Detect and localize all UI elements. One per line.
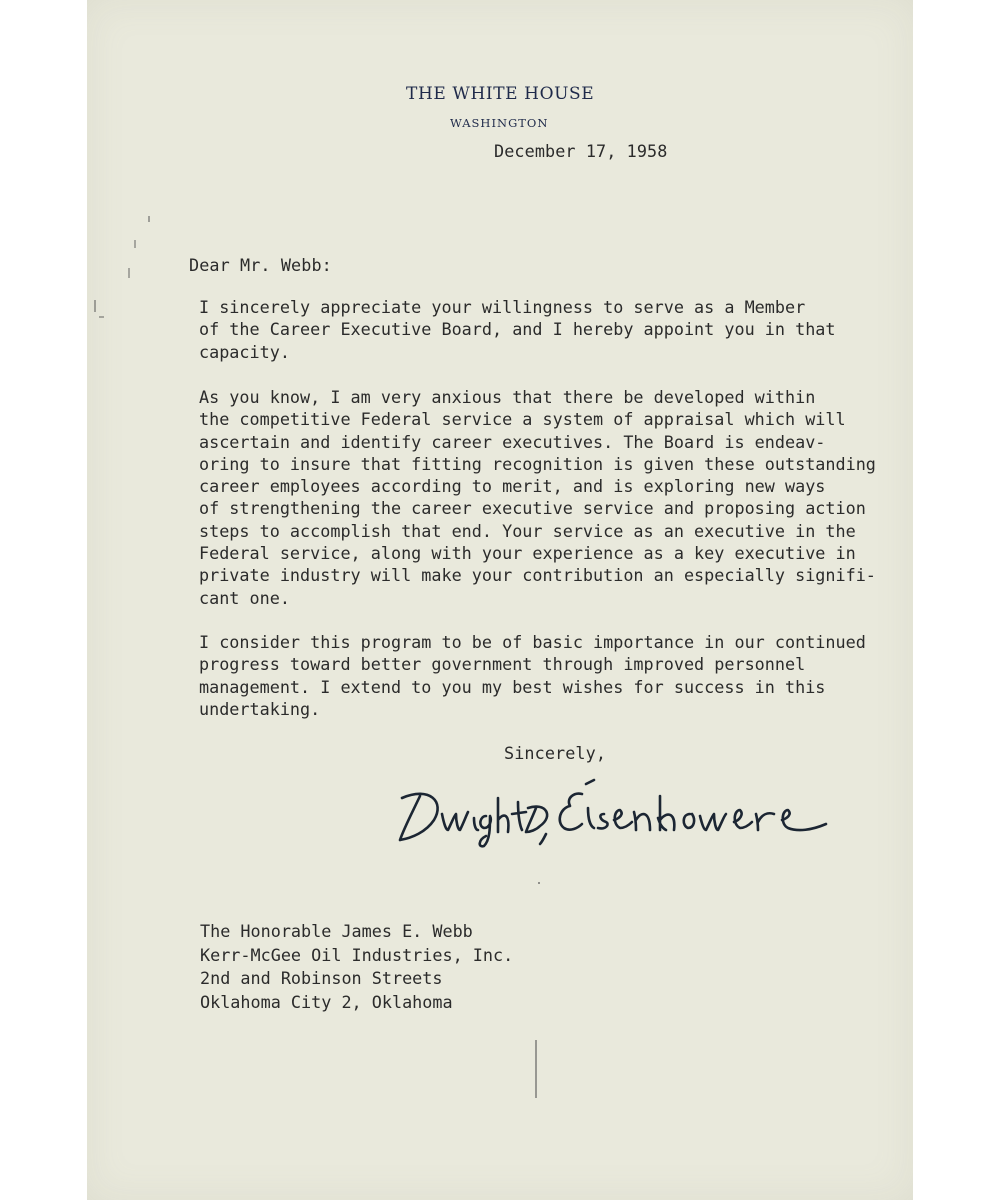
margin-mark (94, 300, 96, 312)
address-line: Kerr-McGee Oil Industries, Inc. (200, 944, 514, 965)
dot-mark (538, 882, 540, 884)
address-line: 2nd and Robinson Streets (200, 968, 443, 988)
text-line: of the Career Executive Board, and I hereby appoint you in that (199, 319, 836, 340)
text-line: Federal service, along with your experience as a key executive in (199, 543, 856, 564)
text-line: the competitive Federal service a system of appraisal which will (199, 409, 846, 430)
text-line: I sincerely appreciate your willingness to serve as a Member (199, 297, 806, 317)
letter-date: December 17, 1958 (494, 141, 668, 161)
text-line: undertaking. (199, 698, 321, 719)
text-line: steps to accomplish that end. Your service as an executive in the (199, 520, 856, 541)
margin-mark (134, 240, 136, 248)
text-line: private industry will make your contribution an especially signifi- (199, 565, 876, 586)
fold-mark (535, 1040, 537, 1098)
margin-mark (128, 268, 130, 278)
text-line: oring to insure that fitting recognition is given these outstanding (199, 453, 876, 474)
letterhead-city: WASHINGTON (450, 116, 549, 130)
salutation: Dear Mr. Webb: (189, 255, 332, 275)
margin-mark (99, 316, 104, 318)
text-line: management. I extend to you my best wishes for success in this (199, 676, 826, 697)
text-line: career employees according to merit, and is exploring new ways (199, 476, 826, 497)
paragraph-2 (199, 386, 876, 609)
text-line: of strengthening the career executive service and proposing action (199, 498, 866, 519)
margin-mark (148, 216, 150, 222)
recipient-address (200, 920, 513, 1014)
paragraph-3 (199, 631, 866, 720)
text-line: ascertain and identify career executives. The Board is endeav- (199, 431, 826, 452)
text-line: I consider this program to be of basic importance in our continued (199, 632, 866, 652)
letterhead-title: THE WHITE HOUSE (406, 84, 595, 104)
text-line: capacity. (199, 341, 290, 362)
text-line: progress toward better government through improved personnel (199, 654, 806, 675)
address-line: Oklahoma City 2, Oklahoma (200, 991, 453, 1012)
text-line: As you know, I am very anxious that there be developed within (199, 387, 816, 407)
signature (390, 768, 835, 848)
text-line: cant one. (199, 587, 290, 608)
address-line: The Honorable James E. Webb (200, 921, 473, 941)
paragraph-1 (199, 296, 836, 363)
closing: Sincerely, (504, 743, 607, 763)
